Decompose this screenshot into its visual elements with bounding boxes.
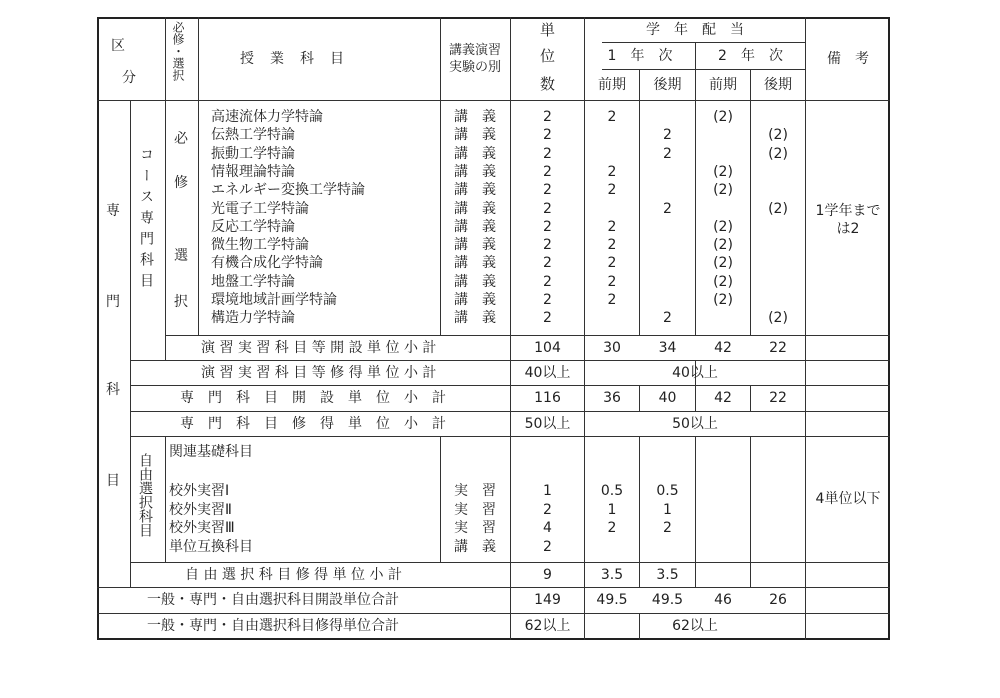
header-type-1: 講義演習 bbox=[448, 43, 501, 58]
header-type-2: 実験の別 bbox=[448, 60, 501, 75]
header-units-3: 数 bbox=[539, 75, 555, 93]
label-hisshu-1: 必 bbox=[174, 131, 188, 147]
free-type: 実 習 bbox=[454, 501, 496, 518]
course-y2-koki: (2) bbox=[768, 310, 788, 327]
course-y2-koki: (2) bbox=[768, 127, 788, 144]
label-mon: 門 bbox=[106, 294, 120, 310]
course-y2-zenki: (2) bbox=[713, 109, 733, 125]
course-units: 2 bbox=[543, 310, 552, 327]
remark-free: 4単位以下 bbox=[815, 491, 881, 507]
header-year1: 1 年 次 bbox=[607, 48, 673, 64]
free-name: 校外実習Ⅱ bbox=[169, 501, 232, 518]
header-distribution: 学 年 配 当 bbox=[646, 22, 744, 38]
free-y1-zenki: 0.5 bbox=[600, 483, 624, 499]
total2-units: 62以上 bbox=[524, 618, 571, 634]
total1-y1a: 49.5 bbox=[596, 592, 628, 608]
summary1-label: 演 習 実 習 科 目 等 開 設 単 位 小 計 bbox=[201, 340, 437, 356]
label-moku: 目 bbox=[106, 473, 120, 489]
header-year2: 2 年 次 bbox=[718, 48, 783, 64]
course-y1-zenki: 2 bbox=[607, 255, 617, 272]
course-units: 2 bbox=[543, 109, 552, 125]
total1-y2a: 46 bbox=[714, 592, 732, 608]
grid-line bbox=[695, 436, 696, 587]
label-hisshu-2: 修 bbox=[174, 175, 188, 191]
course-y1-zenki: 2 bbox=[607, 292, 617, 308]
total1-y1b: 49.5 bbox=[651, 592, 684, 608]
header-y1-koki: 後期 bbox=[653, 77, 682, 93]
summary2-units: 40以上 bbox=[524, 365, 571, 381]
header-subject: 授 業 科 目 bbox=[240, 51, 345, 67]
label-sen: 専 bbox=[106, 203, 120, 219]
course-type: 講 義 bbox=[454, 127, 496, 144]
course-name: 振動工学特論 bbox=[211, 145, 295, 162]
free-y1-zenki: 1 bbox=[607, 501, 617, 518]
grid-line bbox=[97, 100, 890, 101]
grid-line bbox=[602, 42, 806, 43]
free-name: 校外実習Ⅰ bbox=[169, 483, 230, 499]
grid-line bbox=[805, 17, 806, 640]
free-name: 校外実習Ⅲ bbox=[169, 520, 235, 536]
course-units: 2 bbox=[543, 218, 552, 235]
course-y1-zenki: 2 bbox=[607, 218, 617, 235]
course-y2-zenki: (2) bbox=[713, 182, 733, 199]
course-name: 地盤工学特論 bbox=[211, 273, 295, 290]
course-type: 講 義 bbox=[454, 163, 496, 180]
grid-line bbox=[97, 613, 890, 614]
course-units: 2 bbox=[543, 145, 552, 162]
course-type: 講 義 bbox=[454, 218, 496, 235]
course-y1-koki: 2 bbox=[663, 127, 672, 144]
course-name: 有機合成化学特論 bbox=[211, 255, 323, 272]
summary1-units: 104 bbox=[534, 340, 561, 356]
course-y1-zenki: 2 bbox=[607, 163, 617, 180]
grid-line bbox=[602, 69, 806, 70]
summary5-y1b: 3.5 bbox=[656, 567, 679, 583]
course-name: 反応工学特論 bbox=[211, 218, 295, 235]
total1-y2b: 26 bbox=[769, 592, 787, 608]
course-y2-zenki: (2) bbox=[713, 218, 733, 235]
summary3-y2b: 22 bbox=[769, 390, 787, 406]
grid-line bbox=[198, 17, 199, 335]
free-y1-koki: 2 bbox=[663, 520, 672, 536]
summary2-span: 40以上 bbox=[672, 365, 718, 381]
course-name: 構造力学特論 bbox=[211, 310, 295, 327]
course-name: 環境地域計画学特論 bbox=[211, 292, 337, 308]
header-hissen: 必修・選択 bbox=[171, 21, 185, 81]
summary4-label: 専 門 科 目 修 得 単 位 小 計 bbox=[180, 416, 446, 432]
course-name: 伝熱工学特論 bbox=[211, 127, 295, 144]
label-jiyu: 自由選択科目 bbox=[137, 453, 153, 537]
grid-line bbox=[165, 100, 166, 360]
label-sentaku-1: 選 bbox=[174, 248, 188, 264]
course-type: 講 義 bbox=[454, 292, 496, 308]
course-y1-zenki: 2 bbox=[607, 237, 617, 254]
remark-course: 1学年まで は2 bbox=[815, 203, 881, 237]
course-name: 光電子工学特論 bbox=[211, 200, 309, 217]
summary4-units: 50以上 bbox=[524, 416, 571, 432]
summary5-units: 9 bbox=[543, 567, 552, 583]
summary1-y2b: 22 bbox=[769, 340, 787, 356]
header-kubun: 区 bbox=[111, 38, 125, 54]
course-y2-zenki: (2) bbox=[713, 292, 733, 308]
course-type: 講 義 bbox=[454, 273, 496, 290]
course-y2-zenki: (2) bbox=[713, 273, 733, 290]
grid-line bbox=[165, 335, 890, 336]
course-type: 講 義 bbox=[454, 145, 496, 162]
free-header: 関連基礎科目 bbox=[169, 444, 253, 460]
header-y2-zenki: 前期 bbox=[709, 77, 737, 93]
course-y2-zenki: (2) bbox=[713, 163, 733, 180]
course-units: 2 bbox=[543, 163, 552, 180]
free-units: 1 bbox=[543, 483, 552, 499]
course-y1-zenki: 2 bbox=[607, 109, 617, 125]
course-y1-zenki: 2 bbox=[607, 182, 617, 199]
course-type: 講 義 bbox=[454, 109, 496, 125]
free-type: 講 義 bbox=[454, 538, 496, 555]
label-course: コース専門科目 bbox=[138, 147, 154, 294]
course-name: エネルギー変換工学特論 bbox=[211, 182, 365, 199]
course-units: 2 bbox=[543, 182, 552, 199]
free-units: 4 bbox=[543, 520, 552, 536]
summary3-units: 116 bbox=[534, 390, 561, 406]
grid-line bbox=[130, 100, 131, 587]
grid-line bbox=[97, 587, 890, 588]
free-units: 2 bbox=[543, 501, 552, 518]
summary3-y1b: 40 bbox=[658, 390, 677, 406]
total1-units: 149 bbox=[534, 592, 561, 608]
course-units: 2 bbox=[543, 127, 552, 144]
course-name: 高速流体力学特論 bbox=[211, 109, 323, 125]
header-y2-koki: 後期 bbox=[764, 77, 792, 93]
course-type: 講 義 bbox=[454, 237, 496, 254]
header-units-2: 位 bbox=[539, 47, 555, 65]
free-y1-zenki: 2 bbox=[607, 520, 617, 536]
total1-label: 一般・専門・自由選択科目開設単位合計 bbox=[147, 592, 399, 608]
course-y1-koki: 2 bbox=[663, 310, 672, 327]
summary3-label: 専 門 科 目 開 設 単 位 小 計 bbox=[180, 390, 446, 406]
free-y1-koki: 0.5 bbox=[656, 483, 679, 499]
course-type: 講 義 bbox=[454, 200, 496, 217]
grid-line bbox=[165, 436, 166, 562]
header-kubun-2: 分 bbox=[122, 70, 136, 86]
grid-line bbox=[750, 436, 751, 587]
summary4-span: 50以上 bbox=[672, 416, 718, 432]
label-sentaku-2: 択 bbox=[174, 294, 188, 310]
free-name: 単位互換科目 bbox=[169, 538, 253, 555]
course-units: 2 bbox=[543, 273, 552, 290]
course-y1-koki: 2 bbox=[663, 200, 672, 217]
summary3-y2a: 42 bbox=[714, 390, 732, 406]
summary1-y1b: 34 bbox=[658, 340, 677, 356]
course-y2-zenki: (2) bbox=[713, 255, 733, 272]
course-units: 2 bbox=[543, 200, 552, 217]
course-y2-koki: (2) bbox=[768, 145, 788, 162]
course-name: 情報理論特論 bbox=[211, 163, 295, 180]
summary3-y1a: 36 bbox=[603, 390, 621, 406]
course-type: 講 義 bbox=[454, 182, 496, 199]
label-ka: 科 bbox=[106, 382, 120, 398]
header-remarks: 備 考 bbox=[827, 51, 869, 67]
free-y1-koki: 1 bbox=[663, 501, 672, 518]
course-y1-koki: 2 bbox=[663, 145, 672, 162]
summary5-y1a: 3.5 bbox=[600, 567, 624, 583]
grid-line bbox=[165, 17, 166, 100]
free-type: 実 習 bbox=[454, 520, 496, 536]
free-type: 実 習 bbox=[454, 483, 496, 499]
course-units: 2 bbox=[543, 292, 552, 308]
course-name: 微生物工学特論 bbox=[211, 237, 309, 254]
summary1-y2a: 42 bbox=[714, 340, 732, 356]
course-units: 2 bbox=[543, 237, 552, 254]
curriculum-table bbox=[97, 17, 890, 640]
course-y2-zenki: (2) bbox=[713, 237, 733, 254]
free-units: 2 bbox=[543, 538, 552, 555]
total2-label: 一般・専門・自由選択科目修得単位合計 bbox=[147, 618, 399, 634]
header-y1-zenki: 前期 bbox=[598, 77, 626, 93]
course-y2-koki: (2) bbox=[768, 200, 788, 217]
summary1-y1a: 30 bbox=[603, 340, 621, 356]
course-type: 講 義 bbox=[454, 255, 496, 272]
header-units-1: 単 bbox=[539, 21, 555, 39]
course-y1-zenki: 2 bbox=[607, 273, 617, 290]
summary2-label: 演 習 実 習 科 目 等 修 得 単 位 小 計 bbox=[201, 365, 437, 381]
summary5-label: 自 由 選 択 科 目 修 得 単 位 小 計 bbox=[185, 567, 402, 583]
course-units: 2 bbox=[543, 255, 552, 272]
course-type: 講 義 bbox=[454, 310, 496, 327]
total2-span: 62以上 bbox=[672, 618, 718, 634]
